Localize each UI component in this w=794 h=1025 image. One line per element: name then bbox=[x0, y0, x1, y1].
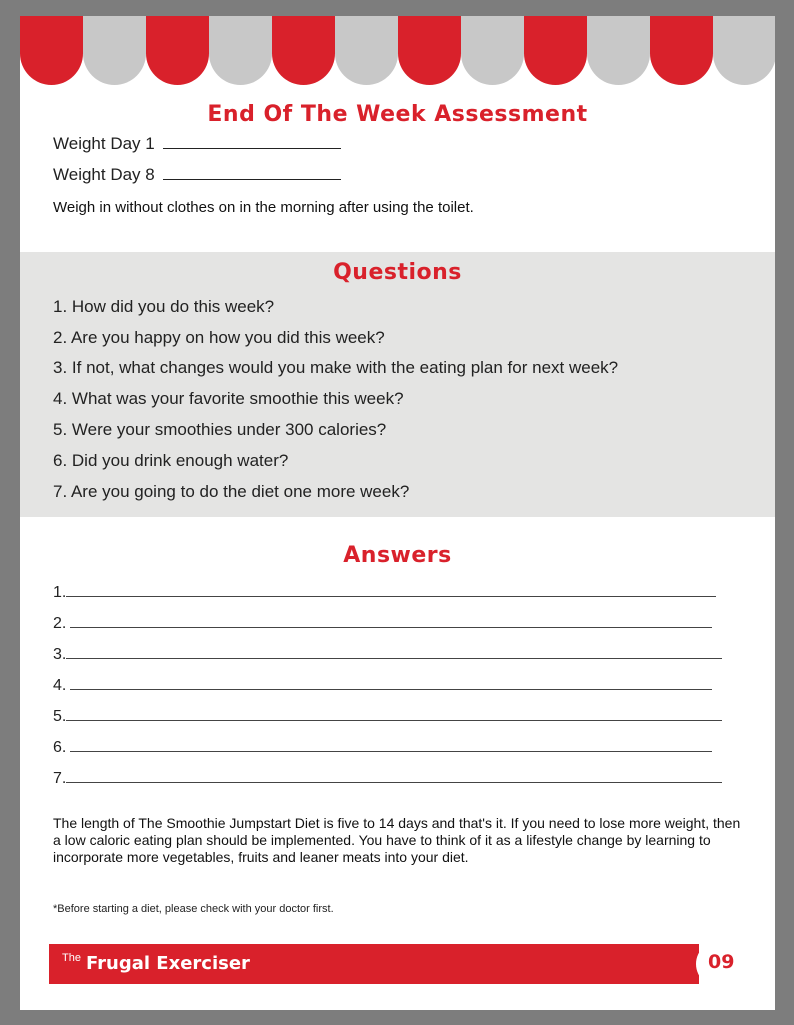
answer-blank[interactable] bbox=[70, 736, 712, 752]
awning-scallop bbox=[398, 16, 461, 85]
awning-scallop bbox=[461, 16, 524, 85]
question-item: 1. How did you do this week? bbox=[53, 297, 275, 316]
question-item: 2. Are you happy on how you did this week? bbox=[53, 328, 385, 347]
question-item: 3. If not, what changes would you make with the eating plan for next week? bbox=[53, 358, 619, 377]
answer-number: 7. bbox=[53, 770, 67, 787]
answer-number: 2. bbox=[53, 615, 67, 632]
awning-scallop bbox=[650, 16, 713, 85]
answer-blank[interactable] bbox=[66, 705, 722, 721]
brand-name: Frugal Exerciser bbox=[86, 953, 250, 974]
awning-scallop bbox=[20, 16, 83, 85]
weight-day1-label: Weight Day 1 bbox=[53, 134, 155, 153]
awning-scallop bbox=[335, 16, 398, 85]
questions-title: Questions bbox=[333, 260, 462, 285]
weight-day8-label: Weight Day 8 bbox=[53, 165, 155, 184]
answer-line[interactable] bbox=[53, 581, 716, 599]
question-item: 7. Are you going to do the diet one more week? bbox=[53, 482, 410, 501]
questions-band bbox=[20, 252, 775, 517]
awning-header bbox=[20, 16, 775, 86]
awning-scallop bbox=[83, 16, 146, 85]
document-page bbox=[20, 16, 775, 1010]
weigh-in-instruction: Weigh in without clothes on in the morning after using the toilet. bbox=[53, 199, 474, 216]
question-item: 5. Were your smoothies under 300 calories? bbox=[53, 420, 387, 439]
awning-scallop bbox=[713, 16, 775, 85]
awning-scallop bbox=[587, 16, 650, 85]
answer-line[interactable] bbox=[53, 643, 722, 661]
assessment-title: End Of The Week Assessment bbox=[207, 102, 588, 127]
answer-number: 4. bbox=[53, 677, 67, 694]
awning-scallop bbox=[209, 16, 272, 85]
answer-line[interactable] bbox=[53, 736, 712, 754]
weight-day1-blank[interactable] bbox=[163, 134, 341, 149]
answers-title: Answers bbox=[343, 543, 452, 568]
answer-line[interactable] bbox=[53, 767, 722, 785]
answer-blank[interactable] bbox=[70, 674, 712, 690]
answer-line[interactable] bbox=[53, 612, 712, 630]
weight-day1-field bbox=[53, 134, 341, 154]
answer-number: 3. bbox=[53, 646, 67, 663]
awning-scallop bbox=[524, 16, 587, 85]
brand-prefix: The bbox=[62, 952, 81, 964]
answer-line[interactable] bbox=[53, 674, 712, 692]
answer-blank[interactable] bbox=[66, 581, 716, 597]
weight-day8-field bbox=[53, 165, 341, 185]
answer-number: 5. bbox=[53, 708, 67, 725]
page-number: 09 bbox=[708, 951, 735, 973]
answer-blank[interactable] bbox=[66, 643, 722, 659]
answer-number: 1. bbox=[53, 584, 67, 601]
answer-line[interactable] bbox=[53, 705, 722, 723]
doctor-disclaimer: *Before starting a diet, please check with your doctor first. bbox=[53, 903, 334, 915]
question-item: 6. Did you drink enough water? bbox=[53, 451, 289, 470]
answer-blank[interactable] bbox=[70, 612, 712, 628]
awning-scallop bbox=[272, 16, 335, 85]
question-item: 4. What was your favorite smoothie this week? bbox=[53, 389, 404, 408]
weight-day8-blank[interactable] bbox=[163, 165, 341, 180]
diet-explanation-paragraph: The length of The Smoothie Jumpstart Diet is five to 14 days and that's it. If you need to lose more weight, then a low caloric eating plan should be implemented. You have to think of it as a lifestyle change by learning to incorporate more vegetables, fruits and leaner meats into your diet. bbox=[53, 815, 741, 865]
awning-scallop bbox=[146, 16, 209, 85]
answer-blank[interactable] bbox=[66, 767, 722, 783]
answer-number: 6. bbox=[53, 739, 67, 756]
